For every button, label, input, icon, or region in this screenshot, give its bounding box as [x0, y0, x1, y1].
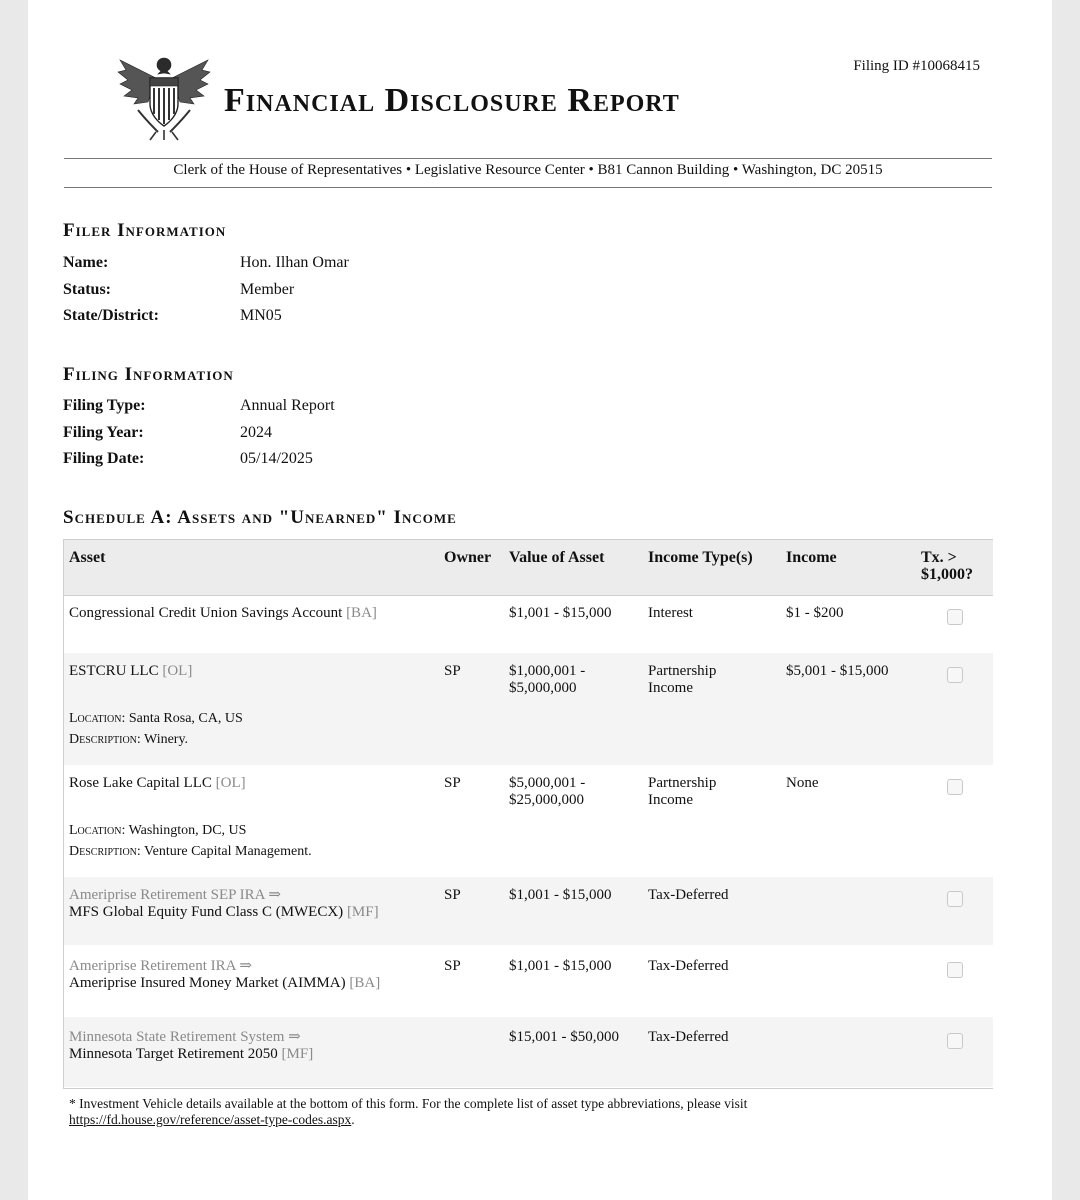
filing-year-value: 2024 — [240, 424, 272, 441]
name-value: Hon. Ilhan Omar — [240, 254, 349, 271]
asset-cell — [69, 887, 439, 921]
parent-account: Minnesota State Retirement System ⇒ — [69, 1029, 301, 1045]
location-label: Location: — [69, 823, 126, 838]
asset-cell — [69, 663, 439, 680]
clerk-address: Clerk of the House of Representatives • Legislative Resource Center • B81 Cannon Building • Washington, DC 20515 — [173, 162, 883, 178]
asset-line — [69, 904, 439, 921]
filing-date-label: Filing Date: — [63, 450, 145, 467]
tx-checkbox[interactable] — [947, 609, 963, 625]
owner-cell: SP — [444, 958, 461, 974]
asset-code: [OL] — [215, 775, 246, 791]
asset-code: [MF] — [346, 904, 379, 920]
asset-line — [69, 975, 439, 992]
footnote-text: * Investment Vehicle details available at the bottom of this form. For the complete list of asset type abbreviations, please visit — [69, 1096, 748, 1111]
description-value: Venture Capital Management. — [144, 844, 312, 859]
document-page — [28, 0, 1052, 1200]
status-value: Member — [240, 281, 295, 298]
value-cell: $1,001 - $15,000 — [509, 887, 612, 903]
table-row — [64, 1017, 993, 1087]
footnote-period: . — [351, 1112, 355, 1127]
description-value: Winery. — [144, 732, 189, 747]
owner-cell: SP — [444, 887, 461, 903]
assets-table — [63, 539, 993, 1089]
asset-code: [BA] — [346, 605, 377, 621]
income-type-cell: Tax-Deferred — [648, 958, 729, 974]
location-line — [69, 708, 243, 729]
asset-details — [69, 708, 243, 750]
district-label: State/District: — [63, 307, 159, 324]
type-line2: Income — [648, 792, 693, 808]
schedule-a-title: Schedule A: Assets and "Unearned" Income — [63, 507, 457, 528]
table-row — [64, 653, 993, 765]
header-rule-bottom — [64, 187, 992, 188]
col-owner: Owner — [444, 549, 492, 566]
asset-cell — [69, 1029, 439, 1063]
table-row — [64, 595, 993, 653]
report-title: Financial Disclosure Report — [224, 82, 680, 119]
asset-code: [BA] — [349, 975, 381, 991]
tx-checkbox[interactable] — [947, 667, 963, 683]
asset-cell — [69, 958, 439, 992]
header-rule-top — [64, 158, 992, 159]
value-cell — [509, 775, 644, 809]
col-value: Value of Asset — [509, 549, 605, 566]
asset-name: Ameriprise Insured Money Market (AIMMA) — [69, 975, 346, 991]
value-line1: $5,000,001 - — [509, 775, 586, 791]
income-type-cell: Tax-Deferred — [648, 887, 729, 903]
name-label: Name: — [63, 254, 109, 271]
col-asset: Asset — [69, 549, 106, 566]
table-row — [64, 877, 993, 945]
col-income: Income — [786, 549, 837, 566]
filing-section-title: Filing Information — [63, 364, 234, 385]
income-type-cell: Interest — [648, 605, 693, 621]
value-cell: $15,001 - $50,000 — [509, 1029, 619, 1045]
filing-date-value: 05/14/2025 — [240, 450, 313, 467]
asset-name: Rose Lake Capital LLC — [69, 775, 212, 791]
income-cell: $1 - $200 — [786, 605, 844, 621]
value-cell: $1,001 - $15,000 — [509, 958, 612, 974]
filing-type-value: Annual Report — [240, 397, 335, 414]
value-cell: $1,001 - $15,000 — [509, 605, 612, 621]
parent-account: Ameriprise Retirement IRA ⇒ — [69, 958, 252, 974]
location-value: Santa Rosa, CA, US — [128, 711, 243, 726]
filing-id: Filing ID #10068415 — [853, 58, 980, 74]
asset-cell — [69, 605, 439, 622]
asset-name: ESTCRU LLC — [69, 663, 159, 679]
asset-code: [OL] — [162, 663, 193, 679]
type-line1: Partnership — [648, 775, 717, 791]
table-header — [64, 539, 993, 596]
footnote — [69, 1096, 969, 1128]
filer-section-title: Filer Information — [63, 220, 227, 241]
location-value: Washington, DC, US — [128, 823, 247, 838]
owner-cell: SP — [444, 775, 461, 791]
asset-codes-link[interactable]: https://fd.house.gov/reference/asset-type-codes.aspx — [69, 1112, 352, 1127]
table-row — [64, 945, 993, 1017]
asset-details — [69, 820, 312, 862]
status-label: Status: — [63, 281, 112, 298]
report-header — [28, 0, 1052, 160]
income-type-cell — [648, 775, 783, 809]
type-line2: Income — [648, 680, 693, 696]
col-income-type: Income Type(s) — [648, 549, 753, 566]
type-line1: Partnership — [648, 663, 717, 679]
income-type-cell — [648, 663, 783, 697]
col-tx-line1: Tx. > — [921, 549, 957, 566]
income-type-cell: Tax-Deferred — [648, 1029, 729, 1045]
filing-year-label: Filing Year: — [63, 424, 144, 441]
asset-line — [69, 1046, 439, 1063]
col-tx-line2: $1,000? — [921, 566, 973, 583]
value-line2: $25,000,000 — [509, 792, 584, 808]
filing-type-label: Filing Type: — [63, 397, 146, 414]
eagle-seal-icon — [116, 52, 212, 144]
tx-checkbox[interactable] — [947, 1033, 963, 1049]
value-line2: $5,000,000 — [509, 680, 577, 696]
asset-code: [MF] — [281, 1046, 314, 1062]
tx-checkbox[interactable] — [947, 779, 963, 795]
income-cell: None — [786, 775, 819, 791]
value-cell — [509, 663, 644, 697]
asset-name: Minnesota Target Retirement 2050 — [69, 1046, 278, 1062]
tx-checkbox[interactable] — [947, 891, 963, 907]
location-line — [69, 820, 312, 841]
tx-checkbox[interactable] — [947, 962, 963, 978]
owner-cell: SP — [444, 663, 461, 679]
col-tx — [921, 549, 973, 583]
income-cell: $5,001 - $15,000 — [786, 663, 889, 679]
description-label: Description: — [69, 732, 141, 747]
asset-name: Congressional Credit Union Savings Account — [69, 605, 343, 621]
location-label: Location: — [69, 711, 126, 726]
description-label: Description: — [69, 844, 141, 859]
description-line — [69, 729, 243, 750]
value-line1: $1,000,001 - — [509, 663, 586, 679]
district-value: MN05 — [240, 307, 282, 324]
description-line — [69, 841, 312, 862]
asset-cell — [69, 775, 439, 792]
asset-name: MFS Global Equity Fund Class C (MWECX) — [69, 904, 344, 920]
parent-account: Ameriprise Retirement SEP IRA ⇒ — [69, 887, 281, 903]
table-row — [64, 765, 993, 877]
